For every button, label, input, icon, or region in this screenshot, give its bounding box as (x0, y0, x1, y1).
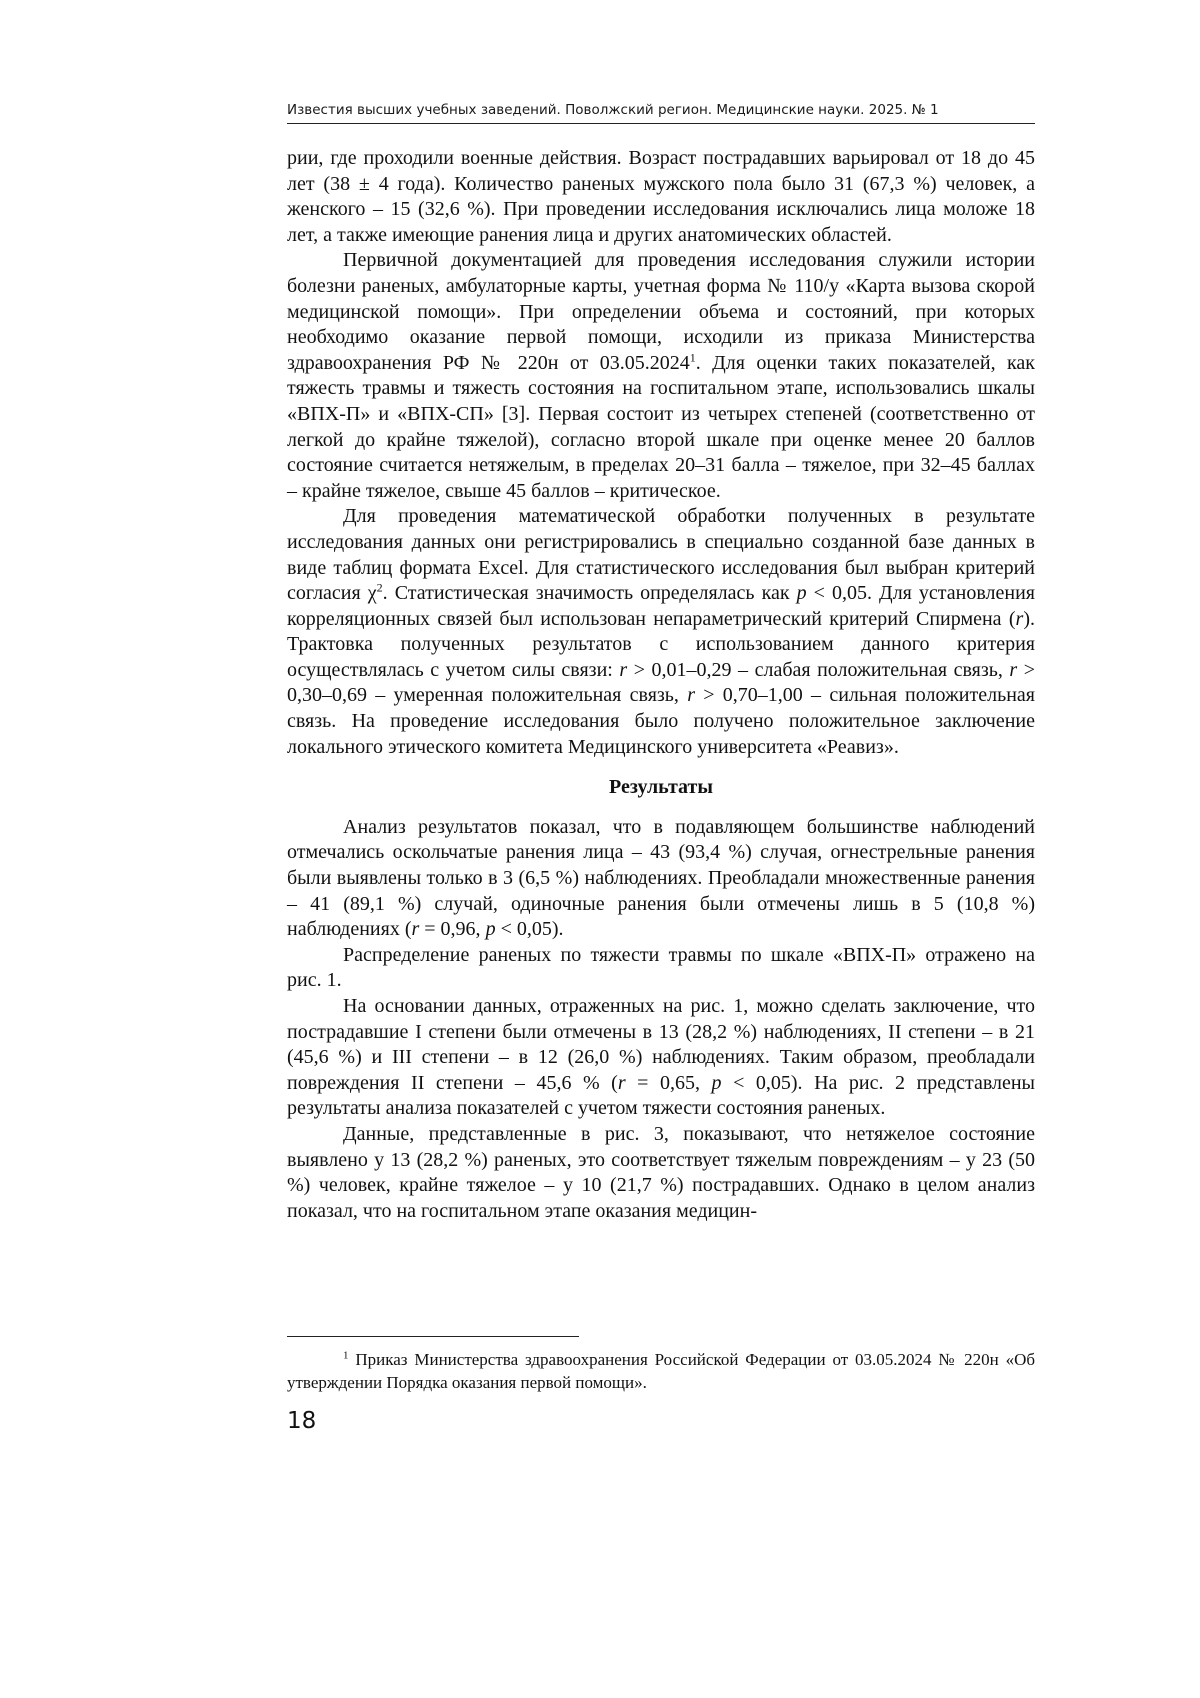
variable-r: r (619, 658, 628, 681)
variable-p: p (796, 582, 807, 605)
running-header: Известия высших учебных заведений. Поволжский регион. Медицинские науки. 2025. № 1 (287, 102, 1035, 124)
variable-p: p (711, 1071, 722, 1094)
footnote-reference[interactable]: 1 (689, 350, 696, 365)
paragraph-7: Данные, представленные в рис. 3, показывают, что нетяжелое состояние выявлено у 13 (28,2 %) раненых, это соответствует тяжелым повреждениям – у 23 (50 %) человек, крайне тяжелое – у 10 (21,7 %) пострадавших. Однако в целом анализ показал, что на госпитальном этапе оказания медицин- (287, 1122, 1035, 1222)
variable-p: p (485, 918, 496, 941)
footnote (287, 1348, 1035, 1394)
footnote-mark: 1 (343, 1349, 349, 1362)
paragraph-3: Для проведения математической обработки полученных в результате исследования данных они регистрировались в специально созданной базе данных в виде таблиц формата Excel. Для статистического исследования был выбран критерий согласия $\chi^2$. Статистическая значимость определялась как p < 0,05. Для установления корреляционных связей был использован непараметрический критерий Спирмена (r). Трактовка полученных результатов с использованием данного критерия осуществлялась с учетом силы связи: r > 0,01–0,29 – слабая положительная связь, r > 0,30–0,69 – умеренная положительная связь, r > 0,70–1,00 – сильная положительная связь. На проведение исследования было получено положительное заключение локального этического комитета Медицинского университета «Реавиз». (287, 505, 1036, 758)
footnote-text: Приказ Министерства здравоохранения Российской Федерации от 03.05.2024 № 220н «Об утверждении Порядка оказания первой помощи». (287, 1350, 1035, 1392)
paragraph-5: Распределение раненых по тяжести травмы по шкале «ВПХ-П» отражено на рис. 1. (287, 943, 1035, 992)
variable-r: r (617, 1071, 626, 1094)
article-body (287, 146, 1035, 1224)
paragraph-1: рии, где проходили военные действия. Возраст пострадавших варьировал от 18 до 45 лет (38 ± 4 года). Количество раненых мужского пола было 31 (67,3 %) человек, а женского – 15 (32,6 %). При проведении исследования исключались лица моложе 18 лет, а также имеющие ранения лица и других анатомических областей. (287, 147, 1035, 246)
variable-r: r (411, 918, 420, 941)
variable-r: r (687, 684, 695, 707)
page-number: 18 (287, 1408, 317, 1434)
chi-square-exponent: 2 (376, 580, 383, 595)
section-heading-results: Результаты (609, 776, 713, 799)
paragraph-6: На основании данных, отраженных на рис. 1, можно сделать заключение, что пострадавшие I степени были отмечены в 13 (28,2 %) наблюдениях, II степени – в 21 (45,6 %) и III степени – в 12 (26,0 %) наблюдениях. Таким образом, преобладали повреждения II степени – 45,6 % (r = 0,65, p < 0,05). На рис. 2 представлены результаты анализа показателей с учетом тяжести состояния раненых. (287, 995, 1035, 1120)
variable-r: r (1015, 607, 1024, 630)
paragraph-2: Первичной документацией для проведения исследования служили истории болезни раненых, амбулаторные карты, учетная форма № 110/у «Карта вызова скорой медицинской помощи». При определении объема и состояний, при которых необходимо оказание первой помощи, исходили из приказа Министерства здравоохранения РФ № 220н от 03.05.2024$^1$. Для оценки таких показателей, как тяжесть травмы и тяжесть состояния на госпитальном этапе, использовались шкалы «ВПХ-П» и «ВПХ-СП» [3]. Первая состоит из четырех степеней (соответственно от легкой до крайне тяжелой), согласно второй шкале при оценке менее 20 баллов состояние считается нетяжелым, в пределах 20–31 балла – тяжелое, при 32–45 баллах – крайне тяжелое, свыше 45 баллов – критическое. (287, 249, 1035, 502)
paragraph-4: Анализ результатов показал, что в подавляющем большинстве наблюдений отмечались оскольчатые ранения лица – 43 (93,4 %) случая, огнестрельные ранения были выявлены только в 3 (6,5 %) наблюдениях. Преобладали множественные ранения – 41 (89,1 %) случай, одиночные ранения были отмечены лишь в 5 (10,8 %) наблюдениях (r = 0,96, p < 0,05). (287, 815, 1035, 941)
footnote-divider (287, 1336, 579, 1337)
variable-r: r (1009, 658, 1018, 681)
